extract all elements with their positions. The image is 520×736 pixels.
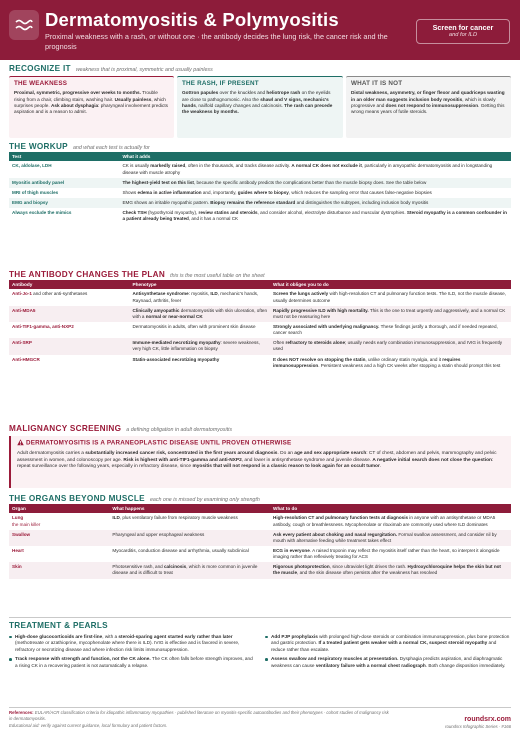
section-title: THE ORGANS BEYOND MUSCLE bbox=[9, 494, 145, 503]
page-subtitle: Proximal weakness with a rash, or without one · the antibody decides the lung risk, the cancer risk and the prognosis bbox=[45, 32, 388, 52]
section-title: THE WORKUP bbox=[9, 142, 68, 151]
box-body: Proximal, symmetric, progressive over weeks to months. Trouble rising from a chair, climbing stairs, washing hair. Usually painless, which surprises people. Ask about dysphagia: pharyngeal involvement predicts aspiration and is a reason to admit. bbox=[14, 90, 168, 115]
organ-todo: Rigorous photoprotection, since ultraviolet light drives the rash. Hydroxychloroquine helps the skin but not the muscle, and the skin disease often persists after the weakness has resolved bbox=[270, 562, 511, 578]
pearl-item: High-dose glucocorticoids are first-line, with a steroid-sparing agent started early rather than later (methotrexate or azathioprine, mycophenolate where there is ILD). IVIG is effective and is favored in severe, refractory or necrotizing disease and where infection risk limits immunosuppression. bbox=[9, 634, 255, 653]
antibody-action: Strongly associated with underlying malignancy. These findings justify a thorough, and if needed repeated, cancer search bbox=[273, 323, 498, 336]
test-name: CK, aldolase, LDH bbox=[12, 163, 52, 169]
col-header: What happens bbox=[109, 504, 270, 513]
brand-link[interactable]: roundsrx.com bbox=[464, 716, 511, 723]
table-row bbox=[9, 306, 511, 322]
test-name: Always exclude the mimics bbox=[12, 210, 72, 216]
antibody-name: Anti-Jo-1 and other anti-synthetases bbox=[12, 291, 88, 297]
test-name: Myositis antibody panel bbox=[9, 178, 119, 188]
pearls-left-column bbox=[9, 634, 255, 672]
organ-name: Skin bbox=[9, 562, 109, 578]
organ-what: ILD, plus ventilatory failure from respiratory muscle weakness bbox=[112, 515, 238, 521]
section-recognize bbox=[9, 64, 511, 142]
organ-what: Pharyngeal and upper esophageal weakness bbox=[109, 530, 270, 546]
col-header: What to do bbox=[270, 504, 511, 513]
recognize-box-weakness bbox=[9, 76, 174, 138]
recognize-box-not bbox=[346, 76, 511, 138]
header-banner bbox=[0, 0, 520, 60]
table-row bbox=[9, 562, 511, 578]
antibody-phenotype: Antisynthetase syndrome: myositis, ILD, mechanic's hands, Raynaud, arthritis, fever bbox=[132, 291, 259, 303]
antibody-phenotype: Statin-associated necrotizing myopathy bbox=[132, 356, 220, 362]
col-header: Organ bbox=[9, 504, 109, 513]
alert-body: Adult dermatomyositis carries a substantially increased cancer risk, concentrated in the first years around diagnosis. Do an age and sex appropriate search: CT of chest, abdomen and pelvis, mammography and pelvic assessment in women, and colonoscopy per age. Risk is highest with anti-TIF1-gamma and anti-NXP2, and lower in antisynthetase syndrome and juvenile disease. A negative initial search does not close the question: repeat surveillance over the following years, especially in refractory disease, since myositis that will not respond is a classic reason to look again for an occult tumor. bbox=[17, 450, 497, 470]
organ-todo: High-resolution CT and pulmonary function tests at diagnosis in anyone with an antisynthetase or MDA5 antibody, cough or breathlessness. Mycophenolate or rituximab are commonly used where ILD dominates bbox=[273, 515, 496, 527]
table-row bbox=[9, 513, 511, 529]
col-header: Test bbox=[9, 152, 119, 161]
antibody-action: Rapidly progressive ILD with high mortality. This is the one to treat urgently and aggressively, and a normal CK must not be reassuring here bbox=[270, 306, 511, 322]
organ-name: Heart bbox=[12, 547, 24, 553]
table-row bbox=[9, 530, 511, 546]
test-detail: Shows edema in active inflammation and, importantly, guides where to biopsy, which reduces the sampling error that causes false-negative biopsies bbox=[122, 189, 432, 195]
col-header: Antibody bbox=[9, 280, 129, 289]
section-title: RECOGNIZE IT bbox=[9, 64, 71, 73]
section-note: each one is missed by examining only strength bbox=[149, 497, 260, 503]
section-title: TREATMENT & PEARLS bbox=[9, 621, 108, 630]
section-malignancy bbox=[9, 424, 511, 490]
table-row bbox=[9, 198, 511, 208]
pearls-right-column bbox=[265, 634, 511, 672]
box-title: THE WEAKNESS bbox=[14, 80, 68, 87]
organ-what: Photosensitive rash, and calcinosis, which is more common in juvenile disease and is difficult to treat bbox=[109, 562, 270, 578]
table-row bbox=[9, 355, 511, 371]
table-row bbox=[9, 289, 511, 305]
section-note: weakness that is proximal, symmetric and usually painless bbox=[75, 67, 213, 73]
organ-name: Swallow bbox=[9, 530, 109, 546]
organ-name: Lung the main killer bbox=[9, 513, 109, 529]
antibody-name: Anti-HMGCR bbox=[12, 356, 40, 362]
box-body: Distal weakness, asymmetry, or finger flexor and quadriceps wasting in an older man suggests inclusion body myositis, which is slowly progressive and does not respond to immunosuppression. Getting this wrong means years of futile steroids. bbox=[351, 90, 505, 115]
organ-what: Myocarditis, conduction disease and arrhythmia, usually subclinical bbox=[112, 547, 249, 553]
pearl-item: Track response with strength and function, not the CK alone. The CK often falls before strength improves, and a rising CK in a recovering patient is not automatically a relapse. bbox=[9, 656, 255, 669]
antibody-phenotype: Clinically amyopathic dermatomyositis with skin ulceration, often with a normal or near-normal CK bbox=[129, 306, 270, 322]
organs-table bbox=[9, 504, 511, 579]
workup-table bbox=[9, 152, 511, 224]
test-detail: The highest-yield test on this list, because the specific antibody predicts the complications better than the muscle biopsy does. See the table below bbox=[119, 178, 511, 188]
pearl-item: Add PJP prophylaxis with prolonged high-dose steroids or combination immunosuppression, plus bone protection and gastric protection. If a treated patient gets weaker with a normal CK, suspect steroid myopathy and reduce rather than escalate. bbox=[265, 634, 511, 653]
table-row bbox=[9, 188, 511, 198]
antibody-action: Often refractory to steroids alone; usually needs early combination immunosuppression, and IVIG is frequently used bbox=[270, 338, 511, 354]
organ-subtitle: the main killer bbox=[12, 521, 41, 527]
col-header: What it obliges you to do bbox=[270, 280, 511, 289]
organ-todo: ECG in everyone. A raised troponin may reflect the myositis itself rather than the heart, so interpret it alongside imaging rather than reflexively treating for ACS bbox=[273, 547, 500, 560]
section-note: a defining obligation in adult dermatomyositis bbox=[126, 427, 233, 433]
antibody-name: Anti-TIF1-gamma, anti-NXP2 bbox=[12, 323, 74, 329]
antibody-name: Anti-MDA5 bbox=[9, 306, 129, 322]
antibody-phenotype: Dermatomyositis in adults, often with prominent skin disease bbox=[132, 323, 256, 329]
organ-todo: Ask every patient about choking and nasal regurgitation. Formal swallow assessment, and consider nil by mouth with alternative feeding while treatment takes effect bbox=[270, 530, 511, 546]
alert-title: DERMATOMYOSITIS IS A PARANEOPLASTIC DISEASE UNTIL PROVEN OTHERWISE bbox=[17, 439, 505, 449]
series-label: roundsrx Infographic Series · #166 bbox=[445, 724, 511, 729]
section-title: MALIGNANCY SCREENING bbox=[9, 424, 122, 433]
table-row bbox=[9, 161, 511, 177]
screen-badge bbox=[416, 19, 510, 44]
col-header: What it adds bbox=[119, 152, 511, 161]
test-detail: EMG shows an irritable myopathic pattern. Biopsy remains the reference standard and distinguishes the subtypes, including inclusion body myositis bbox=[119, 198, 511, 208]
pearl-item: Assess swallow and respiratory muscles at presentation. Dysphagia predicts aspiration, and diaphragmatic weakness can cause ventilatory failure with a normal chest radiograph. Both change disposition immediately. bbox=[265, 656, 511, 669]
test-name: MRI of thigh muscles bbox=[12, 189, 59, 195]
page-title: Dermatomyositis & Polymyositis bbox=[45, 9, 339, 30]
antibody-name: Anti-SRP bbox=[9, 338, 129, 354]
test-detail: CK is usually markedly raised, often in the thousands, and tracks disease activity. A normal CK does not exclude it, particularly in amyopathic dermatomyositis and in longstanding disease with muscle atrophy bbox=[122, 163, 493, 175]
section-organs bbox=[9, 494, 511, 606]
section-title: THE ANTIBODY CHANGES THE PLAN bbox=[9, 270, 166, 279]
warning-icon bbox=[17, 439, 24, 449]
table-row bbox=[9, 322, 511, 338]
malignancy-alert bbox=[9, 436, 511, 488]
section-note: and what each test is actually for bbox=[72, 145, 150, 151]
box-title: WHAT IT IS NOT bbox=[351, 80, 403, 87]
recognize-box-rash bbox=[177, 76, 343, 138]
section-workup bbox=[9, 142, 511, 266]
table-row bbox=[9, 338, 511, 354]
test-name: EMG and biopsy bbox=[9, 198, 119, 208]
section-note: this is the most useful table on the sheet bbox=[170, 273, 265, 279]
antibody-action: It does NOT resolve on stopping the statin, unlike ordinary statin myalgia, and it requires immunosuppression. Persistent weakness and a high CK weeks after stopping a statin should prompt this test bbox=[273, 356, 501, 368]
table-row bbox=[9, 208, 511, 224]
section-antibody bbox=[9, 270, 511, 420]
badge-line1: Screen for cancer bbox=[432, 23, 494, 32]
badge-line2: and for ILD bbox=[448, 31, 478, 38]
table-row bbox=[9, 546, 511, 562]
antibody-table bbox=[9, 280, 511, 371]
wave-icon bbox=[9, 10, 39, 40]
antibody-phenotype: Immune-mediated necrotizing myopathy: severe weakness, very high CK, little inflammation on biopsy bbox=[129, 338, 270, 354]
test-detail: Check TSH (hypothyroid myopathy), review statins and steroids, and consider alcohol, electrolyte disturbance and muscular dystrophies. Steroid myopathy is a common confounder in a patient already being treated, and it has a normal CK bbox=[122, 210, 507, 222]
col-header: Phenotype bbox=[129, 280, 270, 289]
references: References: EULAR/ACR classification criteria for idiopathic inflammatory myopathies · published literature on myositis-specific autoantibodies and their phenotypes · cohort studies of malignancy risk in dermatomyositis. Educational aid: verify against current guidance, local formulary and patient factors. bbox=[9, 710, 389, 728]
section-pearls bbox=[9, 621, 511, 705]
box-body: Gottron papules over the knuckles and heliotrope rash on the eyelids are close to pathognomonic. Also the shawl and V signs, mechanic's hands, nailfold capillary changes and calcinosis. The rash can precede the weakness by months. bbox=[182, 90, 333, 115]
footer bbox=[9, 708, 511, 732]
antibody-action: Screen the lungs actively with high-resolution CT and pulmonary function tests. The ILD, not the muscle disease, usually determines outcome bbox=[273, 291, 506, 303]
table-row bbox=[9, 178, 511, 188]
box-title: THE RASH, IF PRESENT bbox=[182, 80, 259, 87]
